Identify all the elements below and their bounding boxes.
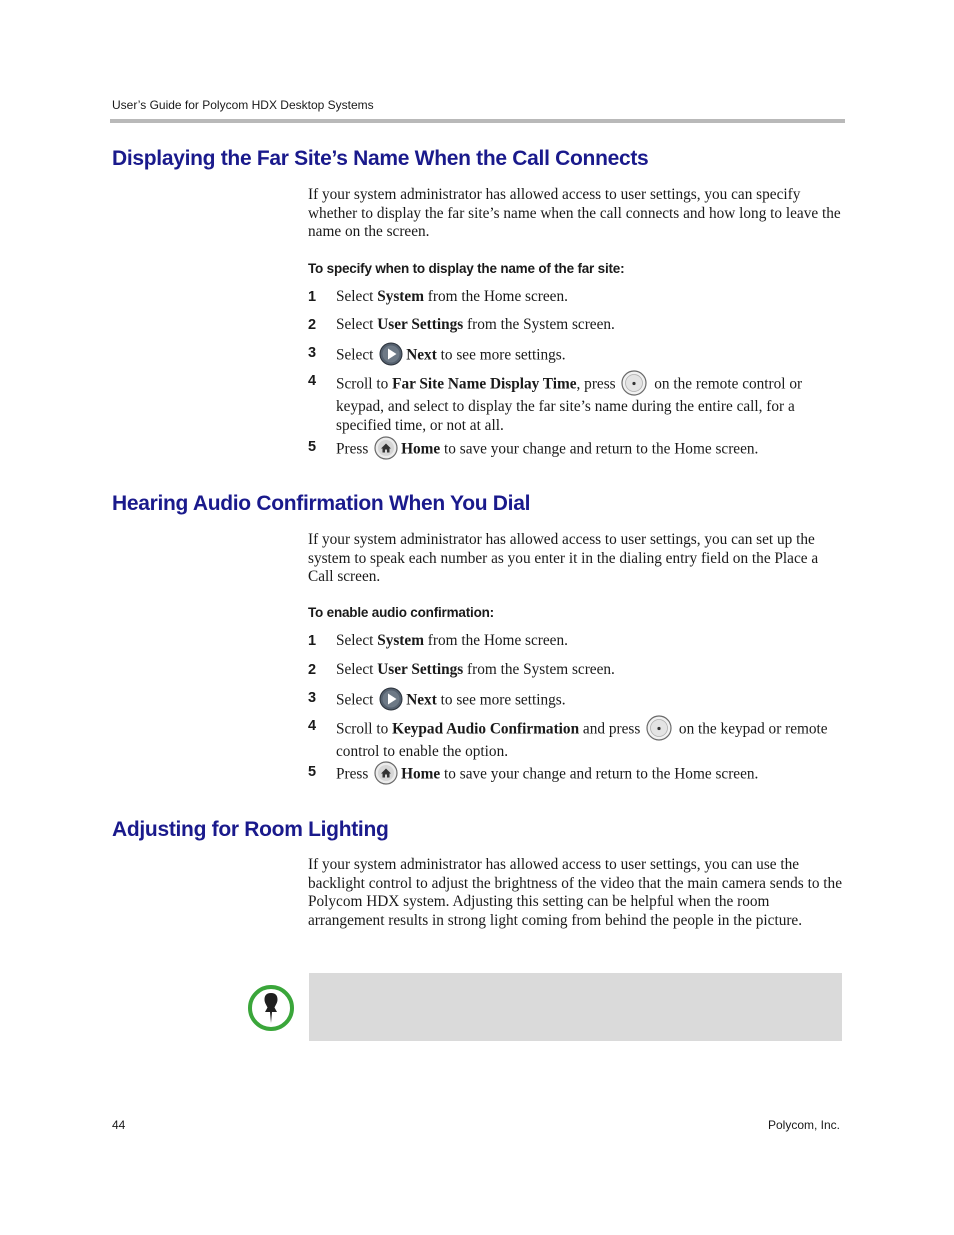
step-number: 5 [308,764,317,780]
list-item: 5 Press Home to save your change and return to the Home screen. [308,763,843,787]
home-icon [374,761,398,785]
section-title-room-lighting: Adjusting for Room Lighting [112,818,389,841]
list-item: 4 Scroll to Keypad Audio Confirmation and press on the keypad or remote control to enable the option. [308,717,843,762]
section-intro: If your system administrator has allowed access to user settings, you can set up the system to speak each number as you enter it in the dialing entry field on the Place a Call screen. [308,531,819,586]
select-button-icon [621,370,647,396]
section-title-audio-confirmation: Hearing Audio Confirmation When You Dial [112,492,531,515]
page-number: 44 [112,1118,126,1132]
note-box [309,973,842,1041]
section-title-far-site-name: Displaying the Far Site’s Name When the Call Connects [112,147,649,170]
list-item: 3 Select Next to see more settings. [308,689,843,713]
procedure-title: To enable audio confirmation: [308,605,494,620]
procedure-title: To specify when to display the name of the far site: [308,261,625,276]
footer-company: Polycom, Inc. [767,1118,840,1132]
select-button-icon [646,715,672,741]
running-header: User’s Guide for Polycom HDX Desktop Systems [112,98,374,112]
step-number: 4 [308,718,317,734]
step-number: 2 [308,317,317,333]
list-item: 1 Select System from the Home screen. [308,288,568,305]
step-number: 5 [308,439,317,455]
step-number: 2 [308,662,317,678]
pushpin-note-icon [247,984,295,1032]
list-item: 5 Press Home to save your change and return to the Home screen. [308,438,843,462]
section-intro: If your system administrator has allowed access to user settings, you can use the backlight control to adjust the brightness of the video that the main camera sends to the Polycom HDX system. Adjusting this setting can be helpful when the room arrangement results in strong light coming from behind the people in the picture. [308,856,842,929]
step-number: 3 [308,690,317,706]
header-rule [110,119,845,123]
step-number: 1 [308,289,317,305]
list-item: 3 Select Next to see more settings. [308,344,843,368]
next-icon [379,342,403,366]
list-item: 2 Select User Settings from the System screen. [308,316,615,333]
home-icon [374,436,398,460]
list-item: 4 Scroll to Far Site Name Display Time, press on the remote control or keypad, and select to display the far site’s name during the entire call, for a specified time, or not at all. [308,372,843,435]
list-item: 1 Select System from the Home screen. [308,632,568,649]
step-number: 3 [308,345,317,361]
section-intro: If your system administrator has allowed access to user settings, you can specify whether to display the far site’s name when the call connects and how long to leave the name on the screen. [308,186,841,241]
step-number: 4 [308,373,317,389]
list-item: 2 Select User Settings from the System screen. [308,661,615,678]
next-icon [379,687,403,711]
step-number: 1 [308,633,317,649]
